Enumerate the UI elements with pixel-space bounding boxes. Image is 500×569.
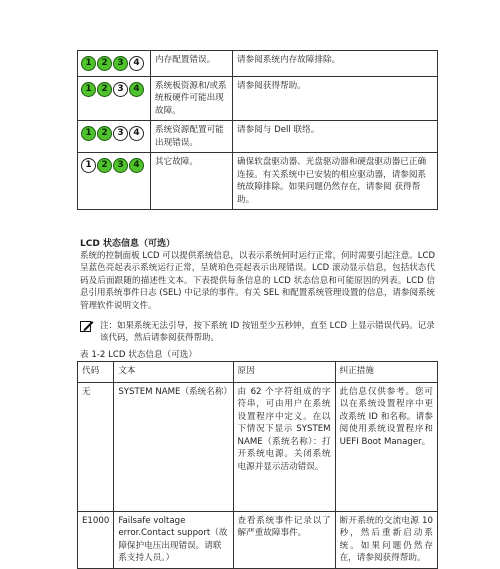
diag-corrective-action: 请参阅获得帮助。	[233, 77, 438, 121]
table-caption: 表 1-2 LCD 状态信息（可选）	[80, 350, 197, 360]
table-row	[78, 383, 438, 512]
section-title: LCD 状态信息（可选）	[80, 239, 175, 249]
header-cause: 原因	[233, 362, 335, 383]
diagnostic-light-4-icon: 4	[129, 158, 144, 173]
diagnostic-light-2-icon: 2	[97, 126, 112, 141]
diag-lights	[81, 126, 147, 141]
diagnostic-lights-table	[77, 50, 438, 210]
diag-row	[78, 51, 438, 77]
diagnostic-light-2-icon: 2	[97, 158, 112, 173]
cell-cause: 由 62 个字符组成的字符串，可由用户在系统设置程序中定义。在以下情况下显示 SYSTEM NAME（系统名称）：打开系统电源。关闭系统电源并显示活动错误。	[233, 383, 335, 512]
diagnostic-light-2-icon: 2	[97, 82, 112, 97]
diagnostic-light-3-icon: 3	[113, 158, 128, 173]
diagnostic-light-1-icon: 1	[81, 158, 96, 173]
diag-lights-cell	[78, 121, 151, 153]
diag-corrective-action: 请参阅与 Dell 联络。	[233, 121, 438, 153]
table-row	[78, 512, 438, 569]
diag-description: 系统板资源和/或系统板硬件可能出现故障。	[151, 77, 233, 121]
diag-description: 其它故障。	[151, 153, 233, 210]
cell-code: E1000	[78, 512, 114, 569]
diag-lights-cell	[78, 153, 151, 210]
diagnostic-light-4-icon: 4	[129, 126, 144, 141]
diag-lights	[81, 56, 147, 71]
header-action: 纠正措施	[335, 362, 437, 383]
diag-lights	[81, 158, 147, 173]
cell-action: 断开系统的交流电源 10 秒，然后重新启动系统。如果问题仍然存在，请参阅获得帮助。	[335, 512, 437, 569]
cell-text: SYSTEM NAME（系统名称）	[114, 383, 233, 512]
diag-lights-cell	[78, 77, 151, 121]
table-header-row	[78, 362, 438, 383]
header-code: 代码	[78, 362, 114, 383]
note-block	[80, 320, 435, 345]
diag-description: 内存配置错误。	[151, 51, 233, 77]
diag-lights-cell	[78, 51, 151, 77]
cell-code: 无	[78, 383, 114, 512]
diagnostic-light-1-icon: 1	[81, 82, 96, 97]
diagnostic-light-2-icon: 2	[97, 56, 112, 71]
note-pencil-icon	[80, 320, 96, 345]
section-paragraph: 系统的控制面板 LCD 可以提供系统信息，以表示系统何时运行正常，何时需要引起注意。LCD 呈蓝色亮起表示系统运行正常，呈琥珀色亮起表示出现错误。LCD 滚动显示信息，包括状态代码及后面跟随的描述性文本。下表提供每条信息的 LCD 状态信息和可能原因的列表。LCD 信息引用系统事件日志 (SEL) 中记录的事件。有关 SEL 和配置系统管理设置的信息，请参阅系统管理软件说明文件。	[80, 251, 435, 311]
diagnostic-light-3-icon: 3	[113, 82, 128, 97]
diagnostic-light-4-icon: 4	[129, 82, 144, 97]
header-text: 文本	[114, 362, 233, 383]
cell-cause: 查看系统事件记录以了解严重故障事件。	[233, 512, 335, 569]
diag-corrective-action: 请参阅系统内存故障排除。	[233, 51, 438, 77]
lcd-status-table	[77, 361, 438, 569]
diagnostic-light-4-icon: 4	[129, 56, 144, 71]
diag-row	[78, 153, 438, 210]
diag-corrective-action: 确保软盘驱动器、光盘驱动器和硬盘驱动器已正确连接。有关系统中已安装的相应驱动器，请参阅系统故障排除。如果问题仍然存在，请参阅 获得帮助。	[233, 153, 438, 210]
diag-lights	[81, 82, 147, 97]
cell-action: 此信息仅供参考。您可以在系统设置程序中更改系统 ID 和名称。请参阅使用系统设置程序和 UEFI Boot Manager。	[335, 383, 437, 512]
diagnostic-light-3-icon: 3	[113, 126, 128, 141]
diag-row	[78, 121, 438, 153]
note-text: 注：如果系统无法引导，按下系统 ID 按钮至少五秒钟，直至 LCD 上显示错误代码。记录该代码，然后请参阅获得帮助。	[100, 321, 435, 344]
cell-text: Failsafe voltage error.Contact support（故障保护电压出现错误。请联系支持人员。）	[114, 512, 233, 569]
diagnostic-light-3-icon: 3	[113, 56, 128, 71]
diag-description: 系统资源配置可能出现错误。	[151, 121, 233, 153]
diagnostic-light-1-icon: 1	[81, 56, 96, 71]
diagnostic-light-1-icon: 1	[81, 126, 96, 141]
diag-row	[78, 77, 438, 121]
